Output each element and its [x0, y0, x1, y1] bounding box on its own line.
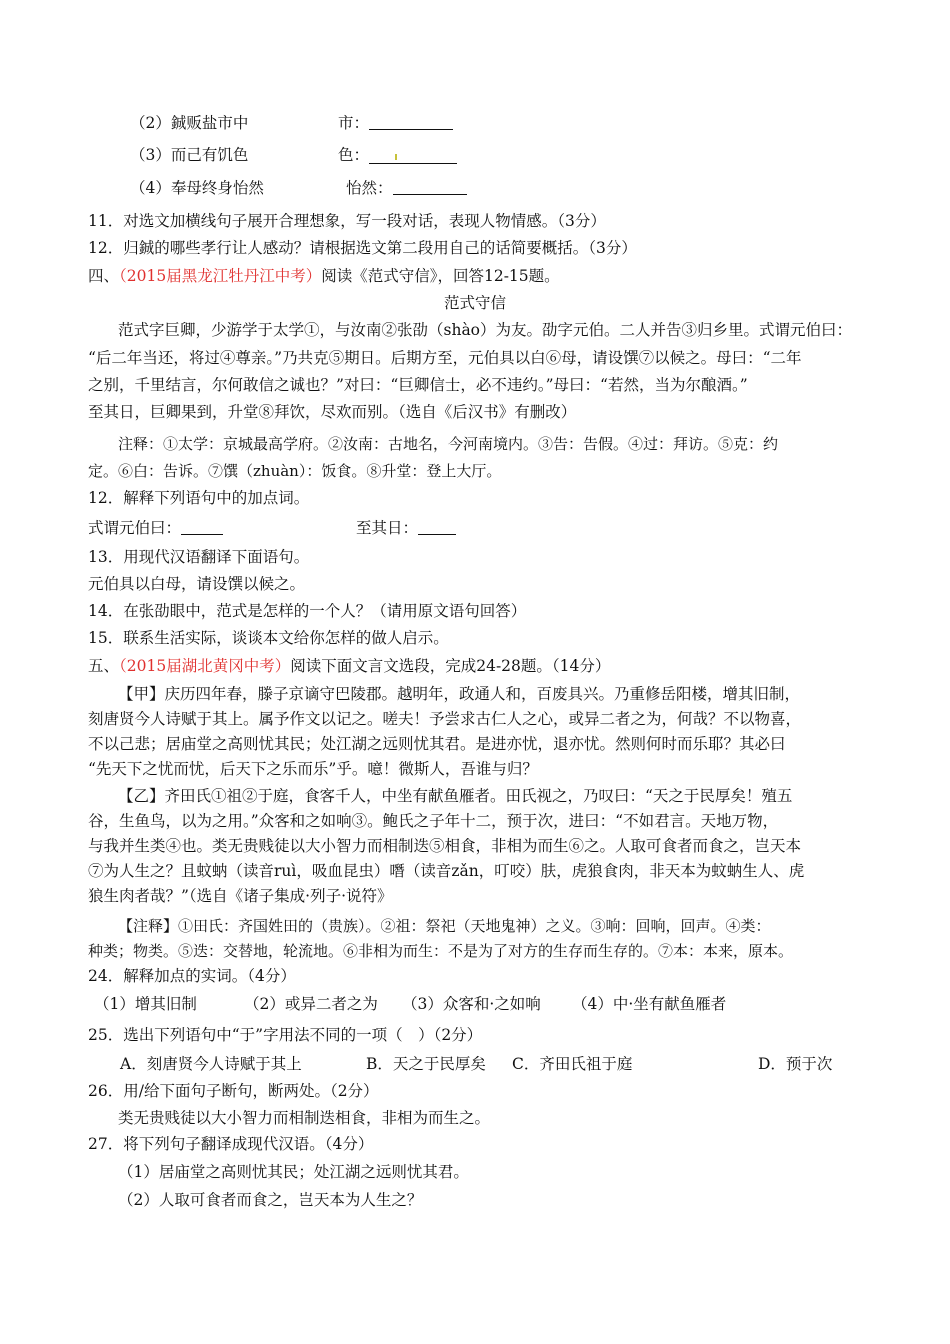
section-4-heading: 四、（2015届黑龙江牡丹江中考）阅读《范式守信》，回答12-15题。	[88, 267, 560, 285]
question-24-item: （3）众客和·之如响	[402, 995, 541, 1013]
question-27: 27．将下列句子翻译成现代汉语。（4分）	[88, 1135, 374, 1153]
answer-blank[interactable]	[418, 518, 456, 535]
passage-line: “后二年当还，将过④尊亲。”乃共克⑤期日。后期方至，元伯具以白⑥母，请设馔⑦以候之。母曰：“二年	[88, 349, 802, 367]
section-5-heading: 五、（2015届湖北黄冈中考）阅读下面文言文选段，完成24-28题。（14分）	[88, 657, 611, 675]
question-13: 13．用现代汉语翻译下面语句。	[88, 548, 310, 566]
passage-jia-line: 刻唐贤今人诗赋于其上。属予作文以记之。嗟夫！予尝求古仁人之心，或异二者之为，何哉？不以物喜，	[88, 710, 802, 728]
q10-item-4-answer: 怡然：	[346, 178, 467, 198]
question-26-sentence: 类无贵贱徒以大小智力而相制迭相食，非相为而生之。	[118, 1109, 491, 1127]
passage-notes: 【注释】①田氏：齐国姓田的（贵族）。②祖：祭祀（天地鬼神）之义。③响：回响，回声。④类：	[118, 917, 771, 935]
passage-yi-line: 狼生肉者哉？”（选自《诸子集成·列子·说符》	[88, 887, 393, 905]
question-15: 15．联系生活实际，谈谈本文给你怎样的做人启示。	[88, 629, 449, 647]
passage-jia-line: 不以己悲；居庙堂之高则忧其民；处江湖之远则忧其君。是进亦忧，退亦忧。然则何时而乐耶？其必曰	[88, 735, 786, 753]
section-5-source: （2015届湖北黄冈中考）	[119, 657, 291, 675]
q10-item-2-answer: 市：	[338, 113, 453, 133]
question-25: 25．选出下列语句中“于”字用法不同的一项（ ）（2分）	[88, 1026, 483, 1044]
question-12-item-b: 至其日：	[356, 518, 456, 538]
question-27-sentence: （1）居庙堂之高则忧其民；处江湖之远则忧其君。	[118, 1163, 469, 1181]
question-14: 14．在张劭眼中，范式是怎样的一个人？（请用原文语句回答）	[88, 602, 527, 620]
passage-jia-line: “先天下之忧而忧，后天下之乐而乐”乎。噫！微斯人，吾谁与归？	[88, 760, 538, 778]
q10-item-3-text: （3）而己有饥色	[130, 146, 249, 164]
answer-blank[interactable]	[181, 518, 223, 535]
question-26: 26．用/给下面句子断句，断两处。（2分）	[88, 1082, 379, 1100]
question-13-sentence: 元伯具以白母，请设馔以候之。	[88, 575, 306, 593]
question-12: 12．解释下列语句中的加点词。	[88, 489, 310, 507]
q10-item-2-text: （2）鋮贩盐市中	[130, 114, 249, 132]
question-27-sentence: （2）人取可食者而食之，岂天本为人生之？	[118, 1191, 423, 1209]
passage-notes: 定。⑥白：告诉。⑦馔（zhuàn）：饭食。⑧升堂：登上大厅。	[88, 462, 502, 480]
question-24-item: （1）增其旧制	[94, 995, 197, 1013]
option-a[interactable]: A．刻唐贤今人诗赋于其上	[120, 1055, 302, 1073]
q10-item-3	[130, 145, 920, 165]
q10-item-2	[130, 113, 920, 133]
answer-blank[interactable]	[393, 178, 467, 195]
q10-item-4	[130, 178, 920, 198]
option-b[interactable]: B．天之于民厚矣	[366, 1055, 486, 1073]
passage-title: 范式守信	[443, 294, 506, 312]
passage-yi-line: ⑦为人生之？且蚊蚋（读音ruì，吸血昆虫）噆（读音zǎn，叮咬）肤，虎狼食肉，非天本为蚊蚋生人、虎	[88, 862, 805, 880]
question-12-previous: 12．归鋮的哪些孝行让人感动？请根据选文第二段用自己的话简要概括。（3分）	[88, 239, 637, 257]
question-24-item: （4）中·坐有献鱼雁者	[572, 995, 727, 1013]
passage-line: 范式字巨卿，少游学于太学①，与汝南②张劭（shào）为友。劭字元伯。二人并告③归乡里。式谓元伯曰：	[118, 321, 853, 339]
q10-item-3-answer: 色：	[338, 145, 457, 165]
question-12-items: 式谓元伯曰： 至其日：	[88, 518, 878, 538]
passage-notes: 注释：①太学：京城最高学府。②汝南：古地名，今河南境内。③告：告假。④过：拜访。⑤克：约	[118, 435, 779, 453]
passage-jia-line: 【甲】庆历四年春，滕子京谪守巴陵郡。越明年，政通人和，百废具兴。乃重修岳阳楼，增其旧制，	[118, 685, 801, 703]
question-24: 24．解释加点的实词。（4分）	[88, 967, 296, 985]
question-24-item: （2）或异二者之为	[244, 995, 378, 1013]
q10-item-4-text: （4）奉母终身怡然	[130, 179, 264, 197]
answer-blank[interactable]	[369, 147, 457, 164]
passage-line: 之别，千里结言，尔何敢信之诚也？”对曰：“巨卿信士，必不违约。”母曰：“若然，当为尔酿酒。”	[88, 376, 748, 394]
option-c[interactable]: C．齐田氏祖于庭	[512, 1055, 633, 1073]
passage-line: 至其日，巨卿果到，升堂⑧拜饮，尽欢而别。（选自《后汉书》有删改）	[88, 403, 577, 421]
cursor-mark	[395, 154, 397, 160]
option-d[interactable]: D．预于次	[758, 1055, 833, 1073]
passage-notes: 种类；物类。⑤迭：交替地，轮流地。⑥非相为而生：不是为了对方的生存而生存的。⑦本：本来，原本。	[88, 942, 794, 960]
passage-yi-line: 谷，生鱼鸟，以为之用。”众客和之如响③。鲍氏之子年十二，预于次，进曰：“不如君言。天地万物，	[88, 812, 779, 830]
question-11: 11．对选文加横线句子展开合理想象，写一段对话，表现人物情感。（3分）	[88, 212, 606, 230]
passage-yi-line: 与我并生类④也。类无贵贱徒以大小智力而相制迭⑤相食，非相为而生⑥之。人取可食者而食之，岂天本	[88, 837, 802, 855]
section-4-source: （2015届黑龙江牡丹江中考）	[119, 267, 322, 285]
passage-yi-line: 【乙】齐田氏①祖②于庭，食客千人，中坐有献鱼雁者。田氏视之，乃叹曰：“天之于民厚矣！殖五	[118, 787, 793, 805]
answer-blank[interactable]	[369, 113, 453, 130]
